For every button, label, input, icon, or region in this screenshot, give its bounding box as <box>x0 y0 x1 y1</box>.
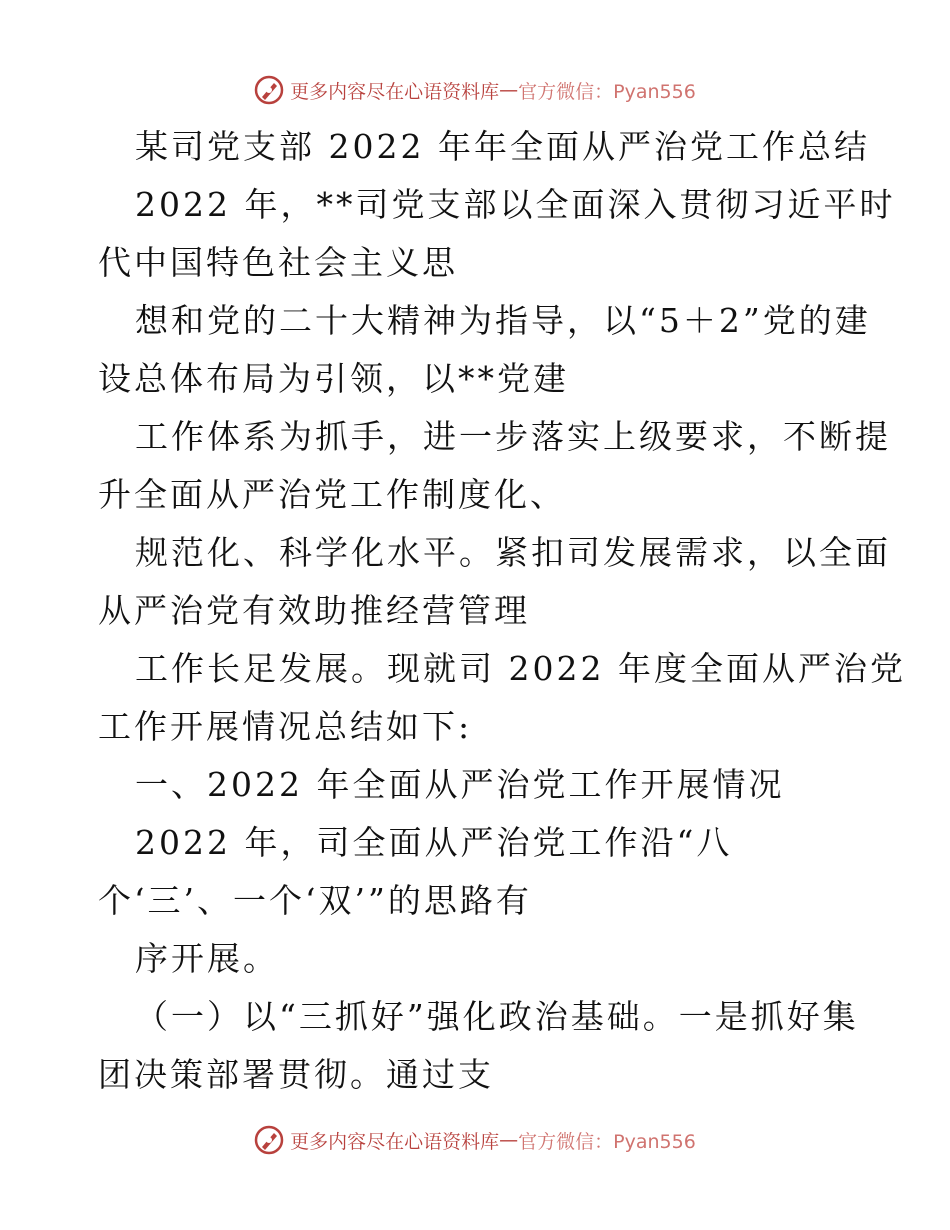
text-line: 序开展。 <box>135 939 279 978</box>
text-line: 设总体布局为引领，以**党建 <box>98 359 569 398</box>
watermark-suffix: 官方微信：Pyan556 <box>518 80 696 103</box>
text-line: 工作长足发展。现就司 2022 年度全面从严治党 <box>135 649 906 688</box>
text-line: 工作体系为抓手，进一步落实上级要求，不断提 <box>135 417 891 456</box>
document-title: 某司党支部 2022 年年全面从严治党工作总结 <box>135 127 870 166</box>
watermark-separator: — <box>499 79 519 101</box>
watermark-separator: — <box>499 1129 519 1151</box>
watermark-suffix: 官方微信：Pyan556 <box>518 1130 696 1153</box>
text-line: 从严治党有效助推经营管理 <box>98 591 530 630</box>
text-line: （一）以“三抓好”强化政治基础。一是抓好集 <box>135 997 859 1036</box>
text-line: 2022 年，司全面从严治党工作沿“八 <box>135 823 733 862</box>
text-line: 升全面从严治党工作制度化、 <box>98 475 566 514</box>
watermark-brand: 更多内容尽在心语资料库 <box>290 1130 500 1153</box>
footer-watermark <box>0 1120 950 1160</box>
section-heading: 一、2022 年全面从严治党工作开展情况 <box>135 765 785 804</box>
text-line: 工作开展情况总结如下: <box>98 707 473 746</box>
watermark-brand: 更多内容尽在心语资料库 <box>290 80 500 103</box>
text-line: 2022 年，**司党支部以全面深入贯彻习近平时 <box>135 185 896 224</box>
text-line: 团决策部署贯彻。通过支 <box>98 1055 494 1094</box>
text-line: 代中国特色社会主义思 <box>98 243 458 282</box>
text-line: 想和党的二十大精神为指导，以“5＋2”党的建 <box>135 301 871 340</box>
pen-logo-icon <box>254 1125 284 1155</box>
header-watermark <box>0 70 950 110</box>
text-line: 规范化、科学化水平。紧扣司发展需求，以全面 <box>135 533 891 572</box>
pen-logo-icon <box>254 75 284 105</box>
text-line: 个‘三’、一个‘双’”的思路有 <box>98 881 532 920</box>
